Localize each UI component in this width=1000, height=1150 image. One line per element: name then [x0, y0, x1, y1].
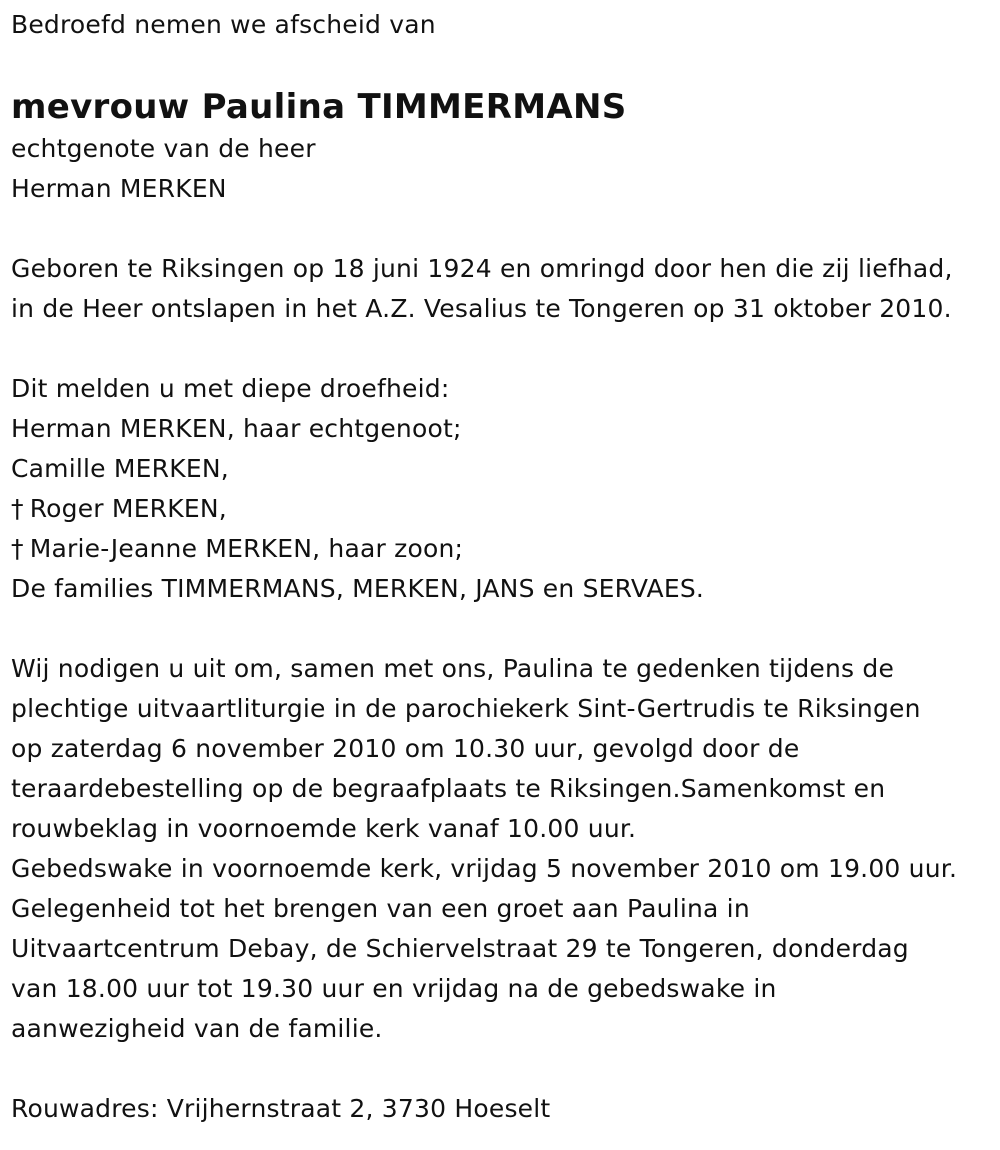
ceremony-line: plechtige uitvaartliturgie in de parochiekerk Sint-Gertrudis te Riksingen — [11, 694, 921, 723]
mourner-item — [11, 569, 996, 609]
mourner-text: Roger MERKEN, — [29, 494, 227, 523]
ceremony-paragraph — [11, 649, 996, 1049]
ceremony-line: rouwbeklag in voornoemde kerk vanaf 10.00 uur. — [11, 814, 637, 843]
mourning-address: Rouwadres: Vrijhernstraat 2, 3730 Hoeselt — [11, 1094, 551, 1123]
cross-icon: † — [11, 494, 24, 523]
ceremony-line: teraardebestelling op de begraafplaats te Riksingen.Samenkomst en — [11, 774, 886, 803]
mourners-intro: Dit melden u met diepe droefheid: — [11, 374, 450, 403]
mourner-item — [11, 529, 996, 569]
mourner-text: Herman MERKEN, haar echtgenoot; — [11, 414, 462, 443]
birth-death-paragraph — [11, 249, 996, 329]
mourner-item — [11, 489, 996, 529]
spouse-name: Herman MERKEN — [11, 174, 227, 203]
funeral-notice — [11, 0, 996, 1129]
mourners-list — [11, 369, 996, 609]
ceremony-line: aanwezigheid van de familie. — [11, 1014, 383, 1043]
relation-line: echtgenote van de heer — [11, 134, 316, 163]
ceremony-line: Uitvaartcentrum Debay, de Schiervelstraat 29 te Tongeren, donderdag — [11, 934, 909, 963]
cross-icon: † — [11, 534, 24, 563]
ceremony-line: Wij nodigen u uit om, samen met ons, Paulina te gedenken tijdens de — [11, 654, 895, 683]
mourner-item — [11, 409, 996, 449]
mourner-text: Marie-Jeanne MERKEN, haar zoon; — [29, 534, 464, 563]
mourner-text: Camille MERKEN, — [11, 454, 229, 483]
birth-death-line: in de Heer ontslapen in het A.Z. Vesalius te Tongeren op 31 oktober 2010. — [11, 294, 952, 323]
birth-death-line: Geboren te Riksingen op 18 juni 1924 en omringd door hen die zij liefhad, — [11, 254, 953, 283]
intro-text: Bedroefd nemen we afscheid van — [11, 10, 436, 39]
ceremony-line: van 18.00 uur tot 19.30 uur en vrijdag na de gebedswake in — [11, 974, 777, 1003]
ceremony-line: Gelegenheid tot het brengen van een groet aan Paulina in — [11, 894, 750, 923]
mourner-text: De families TIMMERMANS, MERKEN, JANS en SERVAES. — [11, 574, 705, 603]
ceremony-line: Gebedswake in voornoemde kerk, vrijdag 5 november 2010 om 19.00 uur. — [11, 854, 958, 883]
mourner-item — [11, 449, 996, 489]
ceremony-line: op zaterdag 6 november 2010 om 10.30 uur, gevolgd door de — [11, 734, 800, 763]
deceased-name: mevrouw Paulina TIMMERMANS — [11, 87, 627, 127]
